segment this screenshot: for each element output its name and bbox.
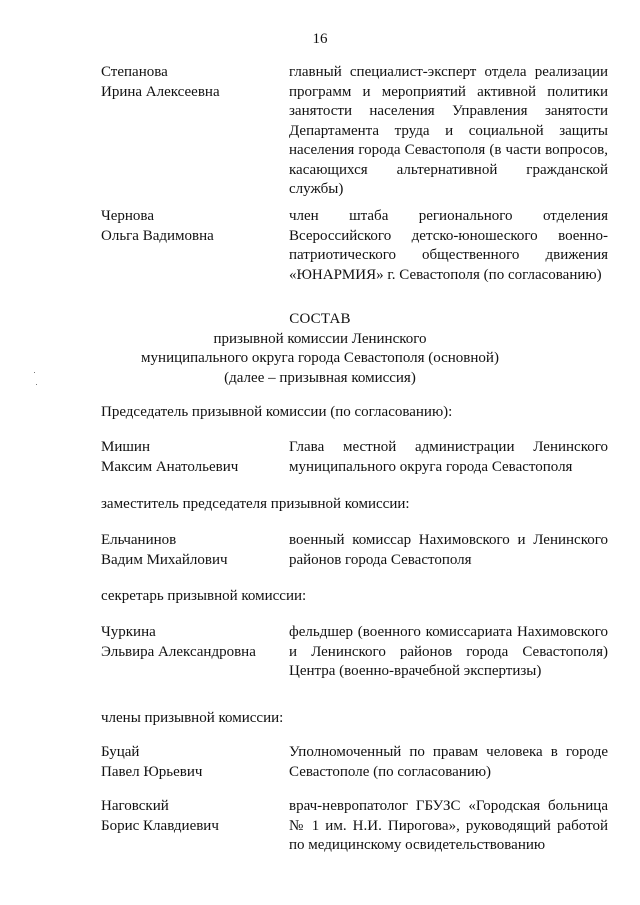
- given-names: Ирина Алексеевна: [101, 83, 220, 100]
- margin-marks: [34, 372, 37, 386]
- members-label: члены призывной комиссии:: [101, 710, 284, 726]
- secretary-label: секретарь призывной комиссии:: [101, 588, 307, 604]
- surname: Степанова: [101, 64, 168, 80]
- position-description: член штаба регионального отделения Всероссийского детско-юношеского военно-патриотического общественного движения «ЮНАРМИЯ» г. Севастополя (по согласованию): [289, 208, 608, 283]
- surname: Чернова: [101, 208, 154, 224]
- person-name: [101, 438, 286, 477]
- surname: Мишин: [101, 439, 150, 455]
- person-name: [101, 531, 286, 570]
- person-name: [101, 623, 286, 662]
- position-description: Глава местной администрации Ленинского муниципального округа города Севастополя: [289, 439, 608, 475]
- surname: Наговский: [101, 798, 169, 814]
- person-name: [101, 743, 286, 782]
- deputy-label: заместитель председателя призывной комиссии:: [101, 496, 410, 512]
- heading-title: СОСТАВ: [289, 311, 351, 327]
- position-description: Уполномоченный по правам человека в городе Севастополе (по согласованию): [289, 744, 608, 780]
- heading-line-3: (далее – призывная комиссия): [224, 369, 416, 386]
- section-heading: [0, 310, 640, 388]
- given-names: Эльвира Александровна: [101, 643, 256, 660]
- given-names: Ольга Вадимовна: [101, 227, 214, 244]
- position-description: фельдшер (военного комиссариата Нахимовского и Ленинского районов города Севастополя) Центра (военно-врачебной экспертизы): [289, 624, 608, 679]
- person-name: [101, 797, 286, 836]
- person-name: [101, 63, 286, 102]
- surname: Чуркина: [101, 624, 156, 640]
- position-description: военный комиссар Нахимовского и Ленинского районов города Севастополя: [289, 532, 608, 568]
- given-names: Максим Анатольевич: [101, 458, 239, 475]
- heading-line-1: призывной комиссии Ленинского: [213, 330, 427, 347]
- given-names: Борис Клавдиевич: [101, 817, 219, 834]
- position-description: главный специалист-эксперт отдела реализации программ и мероприятий активной политики занятости населения Управления занятости Департамента труда и социальной защиты населения города Севастополя (в части вопросов, касающихся альтернативной гражданской службы): [289, 64, 608, 197]
- given-names: Вадим Михайлович: [101, 551, 228, 568]
- surname: Буцай: [101, 744, 140, 760]
- person-name: [101, 207, 286, 246]
- heading-line-2: муниципального округа города Севастополя (основной): [141, 350, 499, 366]
- given-names: Павел Юрьевич: [101, 763, 203, 780]
- chairman-label: Председатель призывной комиссии (по согласованию):: [101, 404, 453, 420]
- page-number: 16: [312, 31, 328, 47]
- position-description: врач-невропатолог ГБУЗС «Городская больница № 1 им. Н.И. Пирогова», руководящий работой по медицинскому освидетельствованию: [289, 798, 608, 853]
- surname: Ельчанинов: [101, 532, 177, 548]
